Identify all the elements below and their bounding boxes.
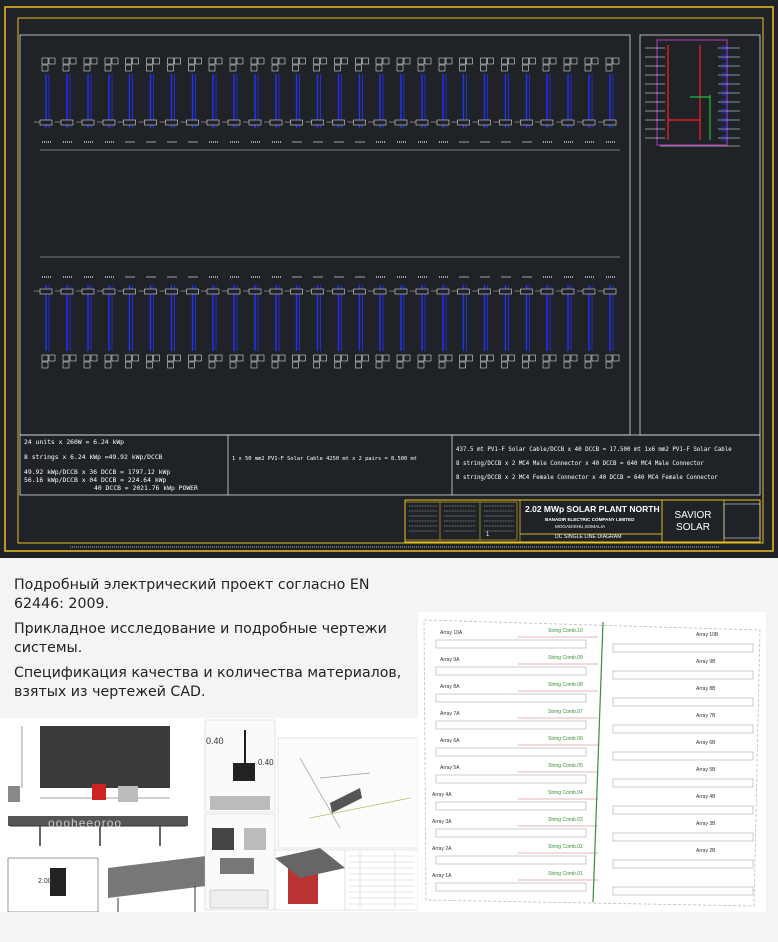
lower-string-rows — [34, 257, 620, 368]
brand-line: SOLAR — [676, 522, 710, 533]
array-label: Array 9B — [696, 659, 716, 665]
summary-right — [456, 443, 732, 485]
detail-drawings — [0, 718, 418, 912]
summary-line: 56.16 kWp/DCCB x 04 DCCB = 224.64 kWp — [24, 476, 167, 484]
summary-line: 8 string/DCCB x 2 MC4 Male Connector x 40 DCCB = 640 MC4 Male Connector — [456, 461, 704, 467]
company-name: BANADIR ELECTRIC COMPANY LIMITED — [545, 517, 635, 522]
brand-logo — [668, 510, 718, 534]
combiner-label: String Comb.08 — [548, 682, 583, 688]
watermark: oooheeoroo — [48, 816, 123, 830]
project-title: 2.02 MWp SOLAR PLANT NORTH — [525, 504, 660, 514]
description-line: Подробный электрический проект согласно EN 62446: 2009. — [14, 577, 370, 612]
array-label: Array 10B — [696, 632, 719, 638]
description — [14, 576, 414, 708]
array-label: Array 2A — [432, 846, 452, 852]
brand-line: SAVIOR — [674, 510, 712, 521]
summary-line: 24 units x 260W = 6.24 kWp — [24, 438, 125, 446]
summary-line: 40 DCCB = 2021.76 kWp POWER — [94, 484, 198, 492]
description-line: Прикладное исследование и подробные чертежи системы. — [14, 621, 387, 656]
site-layout-plan — [418, 612, 766, 912]
ac-single-line-schematic — [645, 40, 740, 146]
sheet-number: 1 — [486, 532, 490, 538]
combiner-label: String Comb.04 — [548, 790, 583, 796]
array-label: Array 5A — [440, 765, 460, 771]
array-label: Array 6B — [696, 740, 716, 746]
array-label: Array 3A — [432, 819, 452, 825]
dimension-label: 2.00 — [38, 878, 52, 885]
array-label: Array 9A — [440, 657, 460, 663]
project-location: MOGADISHU,SOMALIA — [555, 524, 606, 529]
summary-middle: 1 x 50 mm2 PV1-F Solar Cable 4250 mt x 2 pairs = 8.500 mt — [232, 456, 417, 462]
combiner-label: String Comb.09 — [548, 655, 583, 661]
drawing-title: DC SINGLE LINE DIAGRAM — [555, 534, 622, 540]
combiner-label: String Comb.03 — [548, 817, 583, 823]
array-label: Array 2B — [696, 848, 716, 854]
array-label: Array 10A — [440, 630, 463, 636]
combiner-label: String Comb.07 — [548, 709, 583, 715]
dimension-label: 0.40 — [258, 758, 274, 767]
description-line: Спецификация качества и количества материалов, взятых из чертежей CAD. — [14, 665, 402, 700]
summary-line: 437.5 mt PV1-F Solar Cable/DCCB x 40 DCCB = 17.500 mt 1x6 mm2 PV1-F Solar Cable — [456, 447, 732, 453]
array-label: Array 8A — [440, 684, 460, 690]
dimension-label: 0.40 — [206, 736, 224, 746]
array-label: Array 8B — [696, 686, 716, 692]
summary-line: 8 string/DCCB x 2 MC4 Female Connector x 40 DCCB = 640 MC4 Female Connector — [456, 475, 718, 481]
summary-line: 8 strings x 6.24 kWp =49.92 kWp/DCCB — [24, 453, 163, 461]
array-label: Array 3B — [696, 821, 716, 827]
combiner-label: String Comb.05 — [548, 763, 583, 769]
array-label: Array 6A — [440, 738, 460, 744]
array-label: Array 7B — [696, 713, 716, 719]
array-label: Array 1A — [432, 873, 452, 879]
upper-string-rows — [34, 58, 620, 150]
summary-left — [24, 438, 198, 492]
array-label: Array 7A — [440, 711, 460, 717]
array-label: Array 4A — [432, 792, 452, 798]
combiner-label: String Comb.02 — [548, 844, 583, 850]
combiner-label: String Comb.06 — [548, 736, 583, 742]
summary-line: 49.92 kWp/DCCB x 36 DCCB = 1797.12 kWp — [24, 468, 171, 476]
combiner-label: String Comb.10 — [548, 628, 583, 634]
array-label: Array 5B — [696, 767, 716, 773]
array-label: Array 4B — [696, 794, 716, 800]
combiner-label: String Comb.01 — [548, 871, 583, 877]
